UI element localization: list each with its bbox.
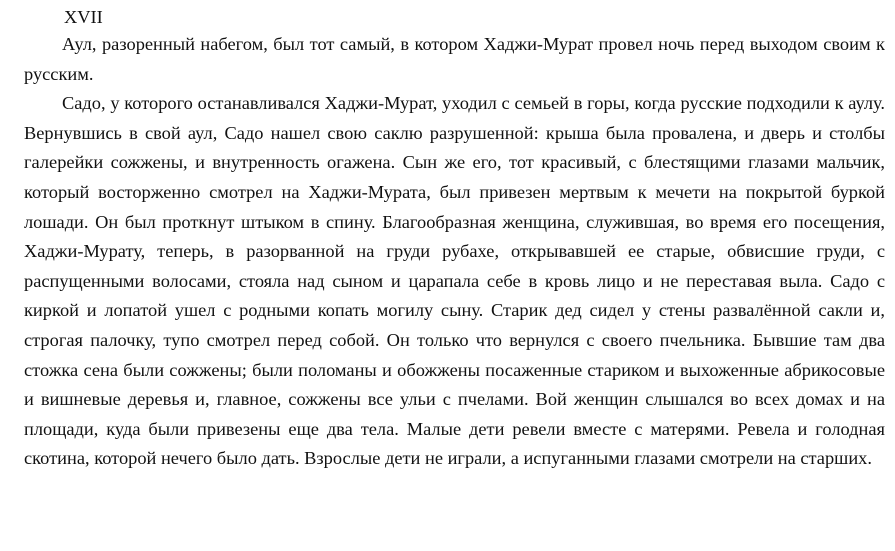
chapter-heading: XVII	[64, 7, 103, 27]
paragraph-2: Садо, у которого останавливался Хаджи-Мурат, уходил с семьей в горы, когда русские подходили к аулу. Вернувшись в свой аул, Садо нашел свою саклю разрушенной: крыша была провалена, и дверь и столбы галерейки сожжены, и внутренность огажена. Сын же его, тот красивый, с блестящими глазами мальчик, который восторженно смотрел на Хаджи-Мурата, был привезен мертвым к мечети на покрытой буркой лошади. Он был проткнут штыком в спину. Благообразная женщина, служившая, во время его посещения, Хаджи-Мурату, теперь, в разорванной на груди рубахе, открывавшей ее старые, обвисшие груди, с распущенными волосами, стояла над сыном и царапала себе в кровь лицо и не переставая выла. Садо с киркой и лопатой ушел с родными копать могилу сыну. Старик дед сидел у стены развалённой сакли и, строгая палочку, тупо смотрел перед собой. Он только что вернулся с своего пчельника. Бывшие там два стожка сена были сожжены; были поломаны и обожжены посаженные стариком и выхоженные абрикосовые и вишневые деревья и, главное, сожжены все ульи с пчелами. Вой женщин слышался во всех домах и на площади, куда были привезены еще два тела. Малые дети ревели вместе с матерями. Ревела и голодная скотина, которой нечего было дать. Взрослые дети не играли, а испуганными глазами смотрели на старших.	[24, 93, 885, 469]
paragraph-1: Аул, разоренный набегом, был тот самый, в котором Хаджи-Мурат провел ночь перед выходом своим к русским.	[24, 34, 885, 84]
